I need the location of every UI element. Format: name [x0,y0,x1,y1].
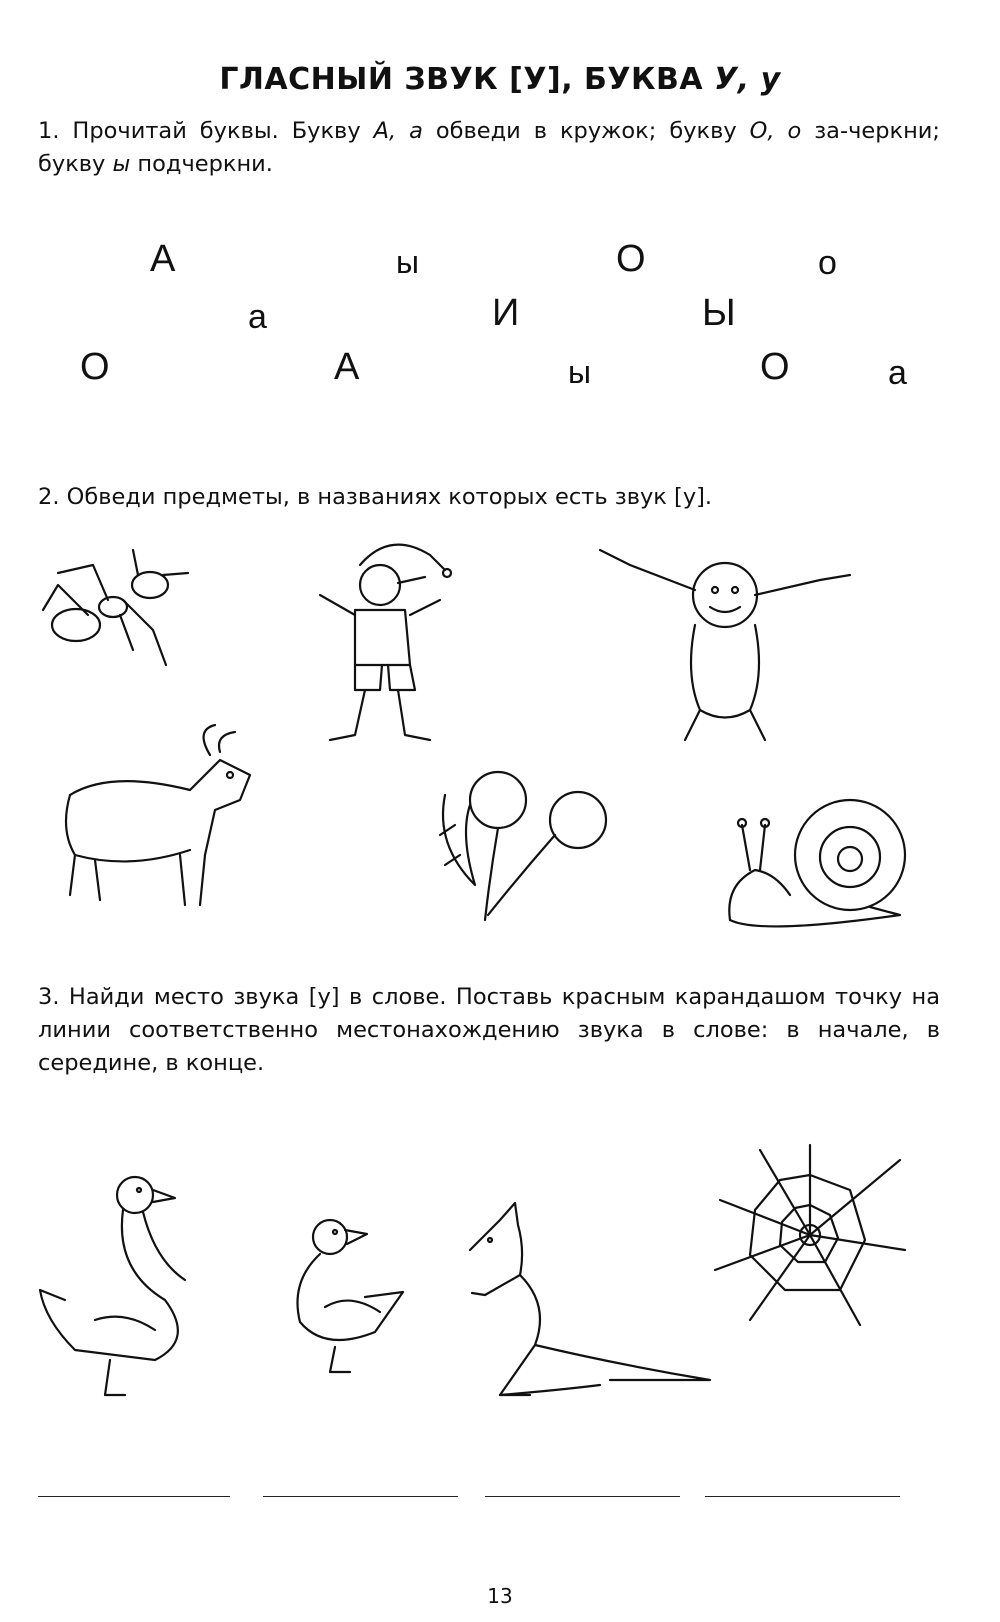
letter: А [150,238,176,280]
page-number: 13 [487,1584,513,1608]
task-3-text: 3. Найди место звука [у] в слове. Поставь красным карандашом точку на линии соответственно местонахождению звука в слове: в начале, в середине, в конце. [38,984,940,1076]
task-2-text: 2. Обведи предметы, в названиях которых есть звук [у]. [38,484,713,510]
task-1-part: за-черкни; букву [38,118,940,177]
letter: ы [396,244,419,280]
letter: о [818,244,837,282]
letter: О [760,346,790,388]
ant-icon[interactable] [38,545,198,675]
letter: И [492,292,520,334]
spider-web-icon[interactable] [710,1140,910,1330]
letter: О [616,238,646,280]
task-1-part: 1. Прочитай буквы. Букву [38,118,374,144]
task-1-italic-a: А, а [373,118,423,144]
task-1-italic-o: О, о [749,118,802,144]
task-1-part: подчеркни. [130,151,273,177]
task-1-text [38,115,940,181]
task-1-part: обведи в кружок; букву [422,118,750,144]
answer-line[interactable] [485,1496,680,1497]
monkey-icon[interactable] [590,535,860,750]
duck-icon[interactable] [285,1212,405,1377]
goat-icon[interactable] [50,720,265,915]
snail-icon[interactable] [720,795,915,935]
letter: а [888,354,907,392]
letter: Ы [702,292,736,334]
title-letters: У, у [714,62,781,97]
letter: О [80,346,110,388]
letter: А [334,346,360,388]
letter: а [248,298,267,336]
letter: ы [568,354,591,390]
kangaroo-icon[interactable] [460,1195,715,1405]
goose-icon[interactable] [35,1170,205,1405]
answer-line[interactable] [38,1496,230,1497]
page-title [0,62,1000,97]
answer-line[interactable] [263,1496,458,1497]
answer-line[interactable] [705,1496,900,1497]
dandelion-icon[interactable] [430,765,615,925]
task-1-italic-y: ы [112,151,131,177]
pinocchio-icon[interactable] [310,525,460,750]
title-main: ГЛАСНЫЙ ЗВУК [У], БУКВА [219,62,704,97]
